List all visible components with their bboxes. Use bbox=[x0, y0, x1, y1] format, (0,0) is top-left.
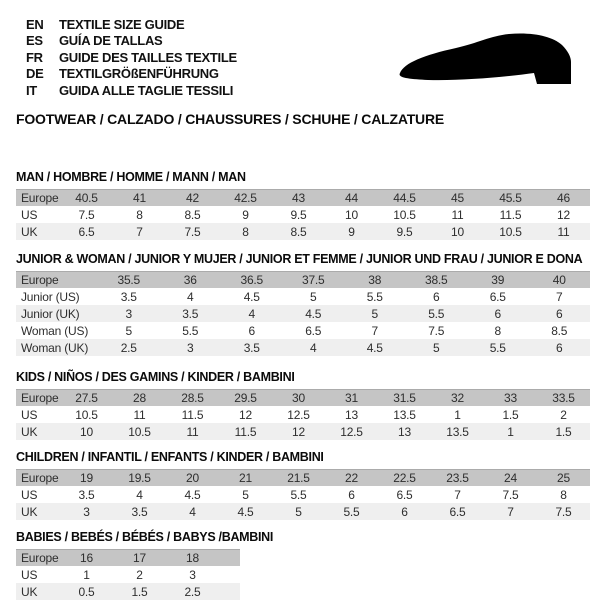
size-cell: 4 bbox=[310, 340, 317, 355]
size-cell: 45 bbox=[451, 191, 464, 205]
size-table bbox=[16, 389, 590, 440]
category-title: FOOTWEAR / CALZADO / CHAUSSURES / SCHUHE / CALZATURE bbox=[16, 111, 445, 127]
table-row bbox=[16, 423, 590, 440]
size-cell: 7 bbox=[507, 504, 514, 519]
size-cell: 6.5 bbox=[305, 323, 322, 338]
size-cell: 38 bbox=[368, 273, 382, 287]
size-cell: 13 bbox=[345, 407, 358, 422]
row-label: Woman (US) bbox=[21, 323, 89, 338]
size-cell: 11 bbox=[186, 424, 199, 439]
language-code: FR bbox=[26, 49, 43, 65]
dress-shoe-icon bbox=[394, 27, 594, 95]
size-cell: 4 bbox=[136, 487, 143, 502]
language-row bbox=[26, 82, 237, 99]
size-cell: 29.5 bbox=[234, 391, 257, 405]
size-cell: 2 bbox=[136, 567, 143, 582]
size-cell: 4.5 bbox=[237, 504, 254, 519]
language-row bbox=[26, 49, 237, 66]
size-cell: 4 bbox=[189, 504, 196, 519]
size-cell: 11.5 bbox=[499, 207, 522, 222]
size-cell: 10 bbox=[345, 207, 358, 222]
table-row bbox=[16, 305, 590, 322]
section-title: CHILDREN / INFANTIL / ENFANTS / KINDER / BAMBINI bbox=[16, 450, 324, 464]
table-row bbox=[16, 339, 590, 356]
section-title: JUNIOR & WOMAN / JUNIOR Y MUJER / JUNIOR ET FEMME / JUNIOR UND FRAU / JUNIOR E DONA bbox=[16, 252, 583, 266]
language-code: DE bbox=[26, 66, 44, 82]
row-label: UK bbox=[21, 584, 38, 599]
size-cell: 8 bbox=[136, 207, 143, 222]
row-label: US bbox=[21, 487, 38, 502]
size-cell: 1 bbox=[507, 424, 514, 439]
size-cell: 0.5 bbox=[78, 584, 95, 599]
size-cell: 6 bbox=[348, 487, 355, 502]
size-cell: 7 bbox=[371, 323, 378, 338]
row-label: Europe bbox=[21, 273, 59, 287]
size-cell: 5 bbox=[371, 306, 378, 321]
size-cell: 3.5 bbox=[120, 289, 137, 304]
size-cell: 5 bbox=[125, 323, 132, 338]
size-table bbox=[16, 549, 240, 600]
size-cell: 19 bbox=[80, 471, 93, 485]
size-cell: 1.5 bbox=[555, 424, 572, 439]
size-cell: 18 bbox=[186, 551, 199, 565]
table-header-row bbox=[16, 469, 590, 486]
size-cell: 36 bbox=[183, 273, 197, 287]
table-row bbox=[16, 566, 240, 583]
size-cell: 7.5 bbox=[428, 323, 445, 338]
size-cell: 20 bbox=[186, 471, 199, 485]
size-cell: 31.5 bbox=[393, 391, 416, 405]
size-cell: 2.5 bbox=[184, 584, 201, 599]
size-cell: 12.5 bbox=[287, 407, 310, 422]
size-cell: 8.5 bbox=[184, 207, 201, 222]
size-cell: 21 bbox=[239, 471, 252, 485]
size-cell: 7 bbox=[454, 487, 461, 502]
row-label: Europe bbox=[21, 391, 59, 405]
size-cell: 6.5 bbox=[396, 487, 413, 502]
size-cell: 4 bbox=[187, 289, 194, 304]
size-cell: 4.5 bbox=[243, 289, 260, 304]
size-cell: 1 bbox=[454, 407, 461, 422]
size-cell: 5.5 bbox=[343, 504, 360, 519]
size-cell: 6 bbox=[556, 306, 563, 321]
size-cell: 3 bbox=[189, 567, 196, 582]
size-cell: 10.5 bbox=[499, 224, 522, 239]
table-row bbox=[16, 503, 590, 520]
language-code: EN bbox=[26, 16, 44, 32]
size-cell: 4.5 bbox=[366, 340, 383, 355]
size-cell: 3.5 bbox=[182, 306, 199, 321]
row-label: US bbox=[21, 567, 38, 582]
size-cell: 5 bbox=[295, 504, 302, 519]
size-cell: 8 bbox=[560, 487, 567, 502]
size-cell: 5 bbox=[433, 340, 440, 355]
size-cell: 22.5 bbox=[393, 471, 416, 485]
size-cell: 5.5 bbox=[366, 289, 383, 304]
row-label: Junior (UK) bbox=[21, 306, 80, 321]
table-row bbox=[16, 583, 240, 600]
table-row bbox=[16, 223, 590, 240]
size-cell: 12 bbox=[557, 207, 570, 222]
size-cell: 1.5 bbox=[502, 407, 519, 422]
row-label: Europe bbox=[21, 471, 59, 485]
section-title: KIDS / NIÑOS / DES GAMINS / KINDER / BAMBINI bbox=[16, 370, 295, 384]
size-cell: 6 bbox=[494, 306, 501, 321]
size-table-section-man bbox=[16, 170, 590, 240]
size-cell: 13.5 bbox=[393, 407, 416, 422]
size-cell: 23.5 bbox=[446, 471, 469, 485]
size-cell: 8 bbox=[242, 224, 249, 239]
size-cell: 13.5 bbox=[446, 424, 469, 439]
size-cell: 28.5 bbox=[181, 391, 204, 405]
size-cell: 6.5 bbox=[449, 504, 466, 519]
size-cell: 7.5 bbox=[555, 504, 572, 519]
size-cell: 46 bbox=[557, 191, 570, 205]
size-cell: 27.5 bbox=[75, 391, 98, 405]
size-table-section-children bbox=[16, 450, 590, 520]
row-label: Europe bbox=[21, 191, 59, 205]
size-cell: 8.5 bbox=[290, 224, 307, 239]
size-cell: 6.5 bbox=[489, 289, 506, 304]
size-cell: 11 bbox=[133, 407, 146, 422]
size-cell: 41 bbox=[133, 191, 146, 205]
size-cell: 5.5 bbox=[489, 340, 506, 355]
size-cell: 30 bbox=[292, 391, 305, 405]
size-cell: 21.5 bbox=[287, 471, 310, 485]
size-cell: 22 bbox=[345, 471, 358, 485]
size-cell: 44 bbox=[345, 191, 358, 205]
size-cell: 12.5 bbox=[340, 424, 363, 439]
size-cell: 7 bbox=[556, 289, 563, 304]
row-label: UK bbox=[21, 504, 38, 519]
size-cell: 6 bbox=[248, 323, 255, 338]
size-table bbox=[16, 469, 590, 520]
size-cell: 7.5 bbox=[184, 224, 201, 239]
size-cell: 6 bbox=[556, 340, 563, 355]
size-cell: 6.5 bbox=[78, 224, 95, 239]
size-cell: 40 bbox=[552, 273, 566, 287]
size-cell: 3 bbox=[125, 306, 132, 321]
size-cell: 11 bbox=[451, 207, 464, 222]
size-cell: 11.5 bbox=[234, 424, 257, 439]
table-row bbox=[16, 288, 590, 305]
size-cell: 9.5 bbox=[396, 224, 413, 239]
size-cell: 42.5 bbox=[234, 191, 257, 205]
size-cell: 10.5 bbox=[128, 424, 151, 439]
size-table-section-babies bbox=[16, 530, 273, 600]
row-label: US bbox=[21, 407, 38, 422]
size-cell: 45.5 bbox=[499, 191, 522, 205]
size-cell: 3 bbox=[83, 504, 90, 519]
size-cell: 19.5 bbox=[128, 471, 151, 485]
table-row bbox=[16, 322, 590, 339]
size-cell: 7 bbox=[136, 224, 143, 239]
table-header-row bbox=[16, 189, 590, 206]
language-title: TEXTILE SIZE GUIDE bbox=[59, 16, 185, 32]
size-cell: 12 bbox=[239, 407, 252, 422]
size-cell: 10 bbox=[80, 424, 93, 439]
row-label: Europe bbox=[21, 551, 59, 565]
section-title: MAN / HOMBRE / HOMME / MANN / MAN bbox=[16, 170, 246, 184]
size-cell: 5.5 bbox=[428, 306, 445, 321]
size-cell: 6 bbox=[433, 289, 440, 304]
size-cell: 40.5 bbox=[75, 191, 98, 205]
size-cell: 17 bbox=[133, 551, 146, 565]
language-row bbox=[26, 66, 237, 83]
size-cell: 5 bbox=[310, 289, 317, 304]
size-cell: 3 bbox=[187, 340, 194, 355]
size-cell: 33.5 bbox=[552, 391, 575, 405]
size-cell: 11.5 bbox=[181, 407, 204, 422]
size-cell: 4.5 bbox=[305, 306, 322, 321]
table-row bbox=[16, 406, 590, 423]
row-label: UK bbox=[21, 224, 38, 239]
language-title: GUIDA ALLE TAGLIE TESSILI bbox=[59, 82, 234, 98]
size-cell: 43 bbox=[292, 191, 305, 205]
table-row bbox=[16, 486, 590, 503]
size-cell: 10.5 bbox=[75, 407, 98, 422]
section-title: BABIES / BEBÉS / BÉBÉS / BABYS /BAMBINI bbox=[16, 530, 274, 544]
size-cell: 7.5 bbox=[78, 207, 95, 222]
size-cell: 10 bbox=[451, 224, 464, 239]
size-cell: 2.5 bbox=[120, 340, 137, 355]
size-cell: 1 bbox=[83, 567, 90, 582]
size-cell: 37.5 bbox=[301, 273, 325, 287]
size-cell: 5.5 bbox=[182, 323, 199, 338]
language-code: ES bbox=[26, 33, 43, 49]
table-header-row bbox=[16, 389, 590, 406]
size-cell: 1.5 bbox=[131, 584, 148, 599]
language-title: GUIDE DES TAILLES TEXTILE bbox=[59, 49, 237, 65]
size-cell: 3.5 bbox=[131, 504, 148, 519]
size-cell: 10.5 bbox=[393, 207, 416, 222]
size-cell: 2 bbox=[560, 407, 567, 422]
size-cell: 12 bbox=[292, 424, 305, 439]
language-row bbox=[26, 16, 237, 33]
size-cell: 24 bbox=[504, 471, 517, 485]
size-cell: 28 bbox=[133, 391, 146, 405]
size-cell: 31 bbox=[345, 391, 358, 405]
language-row bbox=[26, 33, 237, 50]
row-label: US bbox=[21, 207, 38, 222]
size-cell: 9.5 bbox=[290, 207, 307, 222]
size-table-section-junior-woman bbox=[16, 252, 590, 356]
size-cell: 16 bbox=[80, 551, 93, 565]
size-cell: 9 bbox=[348, 224, 355, 239]
language-code: IT bbox=[26, 82, 37, 98]
table-row bbox=[16, 206, 590, 223]
size-cell: 8.5 bbox=[551, 323, 568, 338]
language-title: TEXTILGRÖßENFÜHRUNG bbox=[59, 66, 219, 82]
size-cell: 7.5 bbox=[502, 487, 519, 502]
size-cell: 35.5 bbox=[117, 273, 141, 287]
size-cell: 3.5 bbox=[243, 340, 260, 355]
size-cell: 36.5 bbox=[240, 273, 264, 287]
size-cell: 9 bbox=[242, 207, 249, 222]
language-title: GUÍA DE TALLAS bbox=[59, 33, 163, 49]
size-cell: 5 bbox=[242, 487, 249, 502]
size-cell: 8 bbox=[494, 323, 501, 338]
size-cell: 4.5 bbox=[184, 487, 201, 502]
size-cell: 11 bbox=[557, 224, 570, 239]
size-table-section-kids bbox=[16, 370, 590, 440]
table-header-row bbox=[16, 549, 240, 566]
row-label: Woman (UK) bbox=[21, 340, 89, 355]
size-cell: 6 bbox=[401, 504, 408, 519]
table-header-row bbox=[16, 271, 590, 288]
size-table bbox=[16, 189, 590, 240]
size-cell: 38.5 bbox=[424, 273, 448, 287]
row-label: UK bbox=[21, 424, 38, 439]
row-label: Junior (US) bbox=[21, 289, 80, 304]
size-cell: 42 bbox=[186, 191, 199, 205]
size-cell: 4 bbox=[248, 306, 255, 321]
size-table bbox=[16, 271, 590, 356]
size-cell: 5.5 bbox=[290, 487, 307, 502]
size-cell: 32 bbox=[451, 391, 464, 405]
size-cell: 33 bbox=[504, 391, 517, 405]
language-list bbox=[26, 16, 237, 99]
size-cell: 39 bbox=[491, 273, 505, 287]
size-cell: 3.5 bbox=[78, 487, 95, 502]
size-cell: 25 bbox=[557, 471, 570, 485]
size-cell: 13 bbox=[398, 424, 411, 439]
size-cell: 44.5 bbox=[393, 191, 416, 205]
